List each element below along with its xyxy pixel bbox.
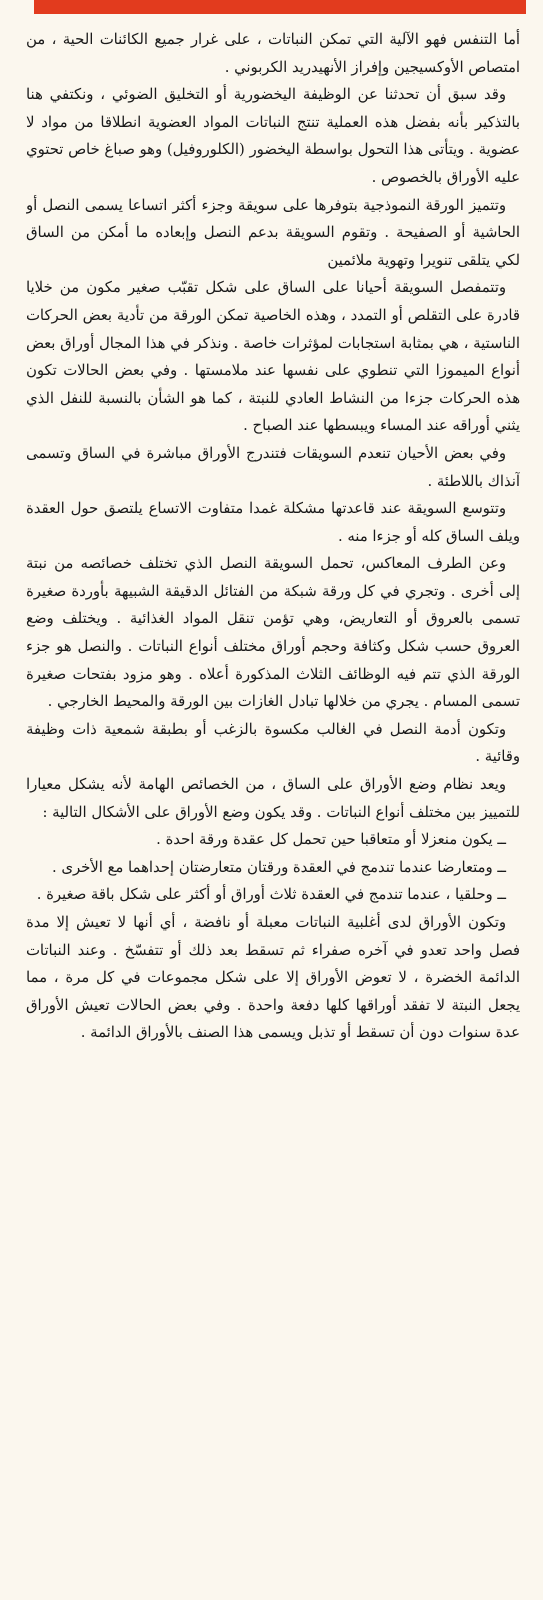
list-item-whorled: ــ وحلقيا ، عندما تندمج في العقدة ثلاث أوراق أو أكثر على شكل باقة صغيرة . — [36, 886, 506, 904]
paragraph-leaf-arrangement: ويعد نظام وضع الأوراق على الساق ، من الخصائص الهامة لأنه يشكل معيارا للتمييز بين مختلف أنواع النباتات . وقد يكون وضع الأوراق على الأشكال التالية : — [26, 776, 520, 821]
paragraph-typical-leaf: وتتميز الورقة النموذجية بتوفرها على سويقة وجزء أكثر اتساعا يسمى النصل أو الحاشية أو الصفيحة . وتقوم السويقة بدعم النصل وإبعاده ما أمكن من الساق لكي يتلقى تنويرا وتهوية ملائمين — [26, 196, 520, 269]
paragraph-deciduous-evergreen: وتكون الأوراق لدى أغلبية النباتات معبلة أو نافضة ، أي أنها لا تعيش إلا مدة فصل واحد تعدو في آخره صفراء ثم تسقط بعد ذلك أو تتفسّخ . وعند النباتات الدائمة الخضرة ، لا تعوض الأوراق إلا على شكل مجموعات في كل مرة ، مما يجعل النبتة لا تفقد أوراقها كلها دفعة واحدة . وفي بعض الحالات تعيش الأوراق عدة سنوات دون أن تسقط أو تذبل ويسمى هذا الصنف بالأوراق الدائمة . — [26, 914, 520, 1042]
paragraph-petiole-movements: وتتمفصل السويقة أحيانا على الساق على شكل تقبّب صغير مكون من خلايا قادرة على التقلص أو التمدد ، وهذه الخاصية تمكن الورقة من تأدية بعض الحركات الناستية ، هي بمثابة استجابات لمؤثرات خاصة . ونذكر في هذا المجال أوراق بعض أنواع الميموزا التي تنطوي على نفسها عند ملامستها . وفي بعض الحالات تكون هذه الحركات جزءا من النشاط العادي للنبتة ، كما هو الشأن بالنسبة للنفل الذي يثني أوراقه عند المساء ويبسطها عند الصباح . — [26, 279, 520, 435]
paragraph-respiration: أما التنفس فهو الآلية التي تمكن النباتات ، على غرار جميع الكائنات الحية ، من امتصاص الأوكسيجين وإفراز الأنهيدريد الكربوني . — [26, 31, 520, 76]
top-accent-bar — [34, 0, 526, 14]
list-item-opposite: ــ ومتعارضا عندما تندمج في العقدة ورقتان متعارضتان إحداهما مع الأخرى . — [51, 858, 506, 876]
paragraph-photosynthesis: وقد سبق أن تحدثنا عن الوظيفة اليخضورية أو التخليق الضوئي ، ونكتفي هنا بالتذكير بأنه بفضل هذه العملية تنتج النباتات المواد العضوية انطلاقا من مواد لا عضوية . ويتأتى هذا التحول بواسطة اليخضور (الكلوروفيل) وهو صباغ خاص تحتوي عليه الأوراق بالخصوص . — [26, 86, 520, 186]
article-body — [26, 26, 520, 1594]
paragraph-epidermis: وتكون أدمة النصل في الغالب مكسوة بالزغب أو بطبقة شمعية ذات وظيفة وقائية . — [26, 720, 520, 766]
list-item-alternate: ــ يكون منعزلا أو متعاقبا حين تحمل كل عقدة ورقة احدة . — [156, 831, 506, 849]
paragraph-sessile-leaves: وفي بعض الأحيان تنعدم السويقات فتندرج الأوراق مباشرة في الساق وتسمى آنذاك باللاطئة . — [26, 444, 520, 490]
paragraph-blade-veins: وعن الطرف المعاكس، تحمل السويقة النصل الذي تختلف خصائصه من نبتة إلى أخرى . وتجري في كل ورقة شبكة من الفتائل الدقيقة الشبيهة بأوردة صغيرة تسمى بالعروق أو التعاريض، وهي تؤمن تنقل المواد الغذائية . ويختلف وضع العروق حسب شكل وكثافة وحجم أوراق مختلف أنواع النباتات . والنصل هو جزء الورقة الذي تتم فيه الوظائف الثلاث المذكورة أعلاه . وهو مزود بفتحات صغيرة تسمى المسام . يجري من خلالها تبادل الغازات بين الورقة والمحيط الخارجي . — [26, 555, 520, 711]
paragraph-sheath: وتتوسع السويقة عند قاعدتها مشكلة غمدا متفاوت الاتساع يلتصق حول العقدة ويلف الساق كله أو جزءا منه . — [26, 500, 520, 545]
